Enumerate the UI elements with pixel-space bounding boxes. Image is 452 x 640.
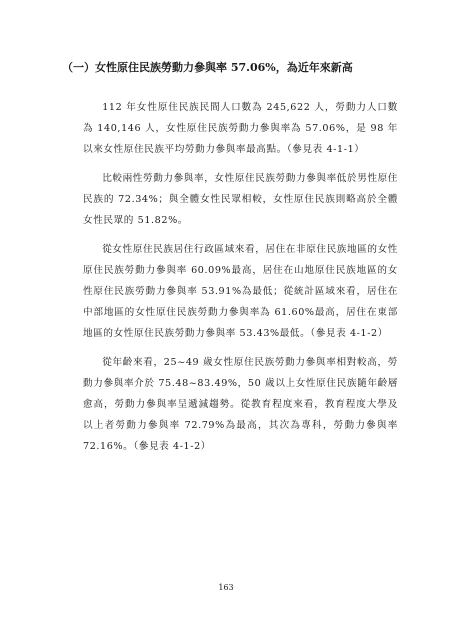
page-number: 163 — [218, 583, 234, 592]
paragraph-population: 112 年女性原住民族民間人口數為 245,622 人，勞動力人口數為 140,146 人，女性原住民族勞動力參與率為 57.06%，是 98 年以來女性原住民族平均勞動力參與率最高點。（參見表 4-1-1） — [83, 102, 398, 155]
section-heading: （一）女性原住民族勞動力參與率 57.06%，為近年來新高 — [62, 61, 353, 74]
paragraph-age-education: 從年齡來看，25~49 歲女性原住民族勞動力參與率相對較高，勞動力參與率介於 75.48~83.49%，50 歲以上女性原住民族隨年齡層愈高，勞動力參與率呈遞減趨勢。從教育程度來看，教育程度大學及以上者勞動力參與率 72.79%為最高，其次為專科，勞動力參與率 72.16%。（參見表 4-1-2） — [83, 357, 398, 452]
paragraph-gender-comparison: 比較兩性勞動力參與率，女性原住民族勞動力參與率低於男性原住民族的 72.34%；與全體女性民眾相較，女性原住民族則略高於全體女性民眾的 51.82%。 — [83, 173, 398, 226]
paragraph-region: 從女性原住民族居住行政區域來看，居住在非原住民族地區的女性原住民族勞動力參與率 60.09%最高，居住在山地原住民族地區的女性原住民族勞動力參與率 53.91%為最低；從統計區域來看，居住在中部地區的女性原住民族勞動力參與率為 61.60%最高，居住在東部地區的女性原住民族勞動力參與率 53.43%最低。（參見表 4-1-2） — [83, 244, 398, 339]
